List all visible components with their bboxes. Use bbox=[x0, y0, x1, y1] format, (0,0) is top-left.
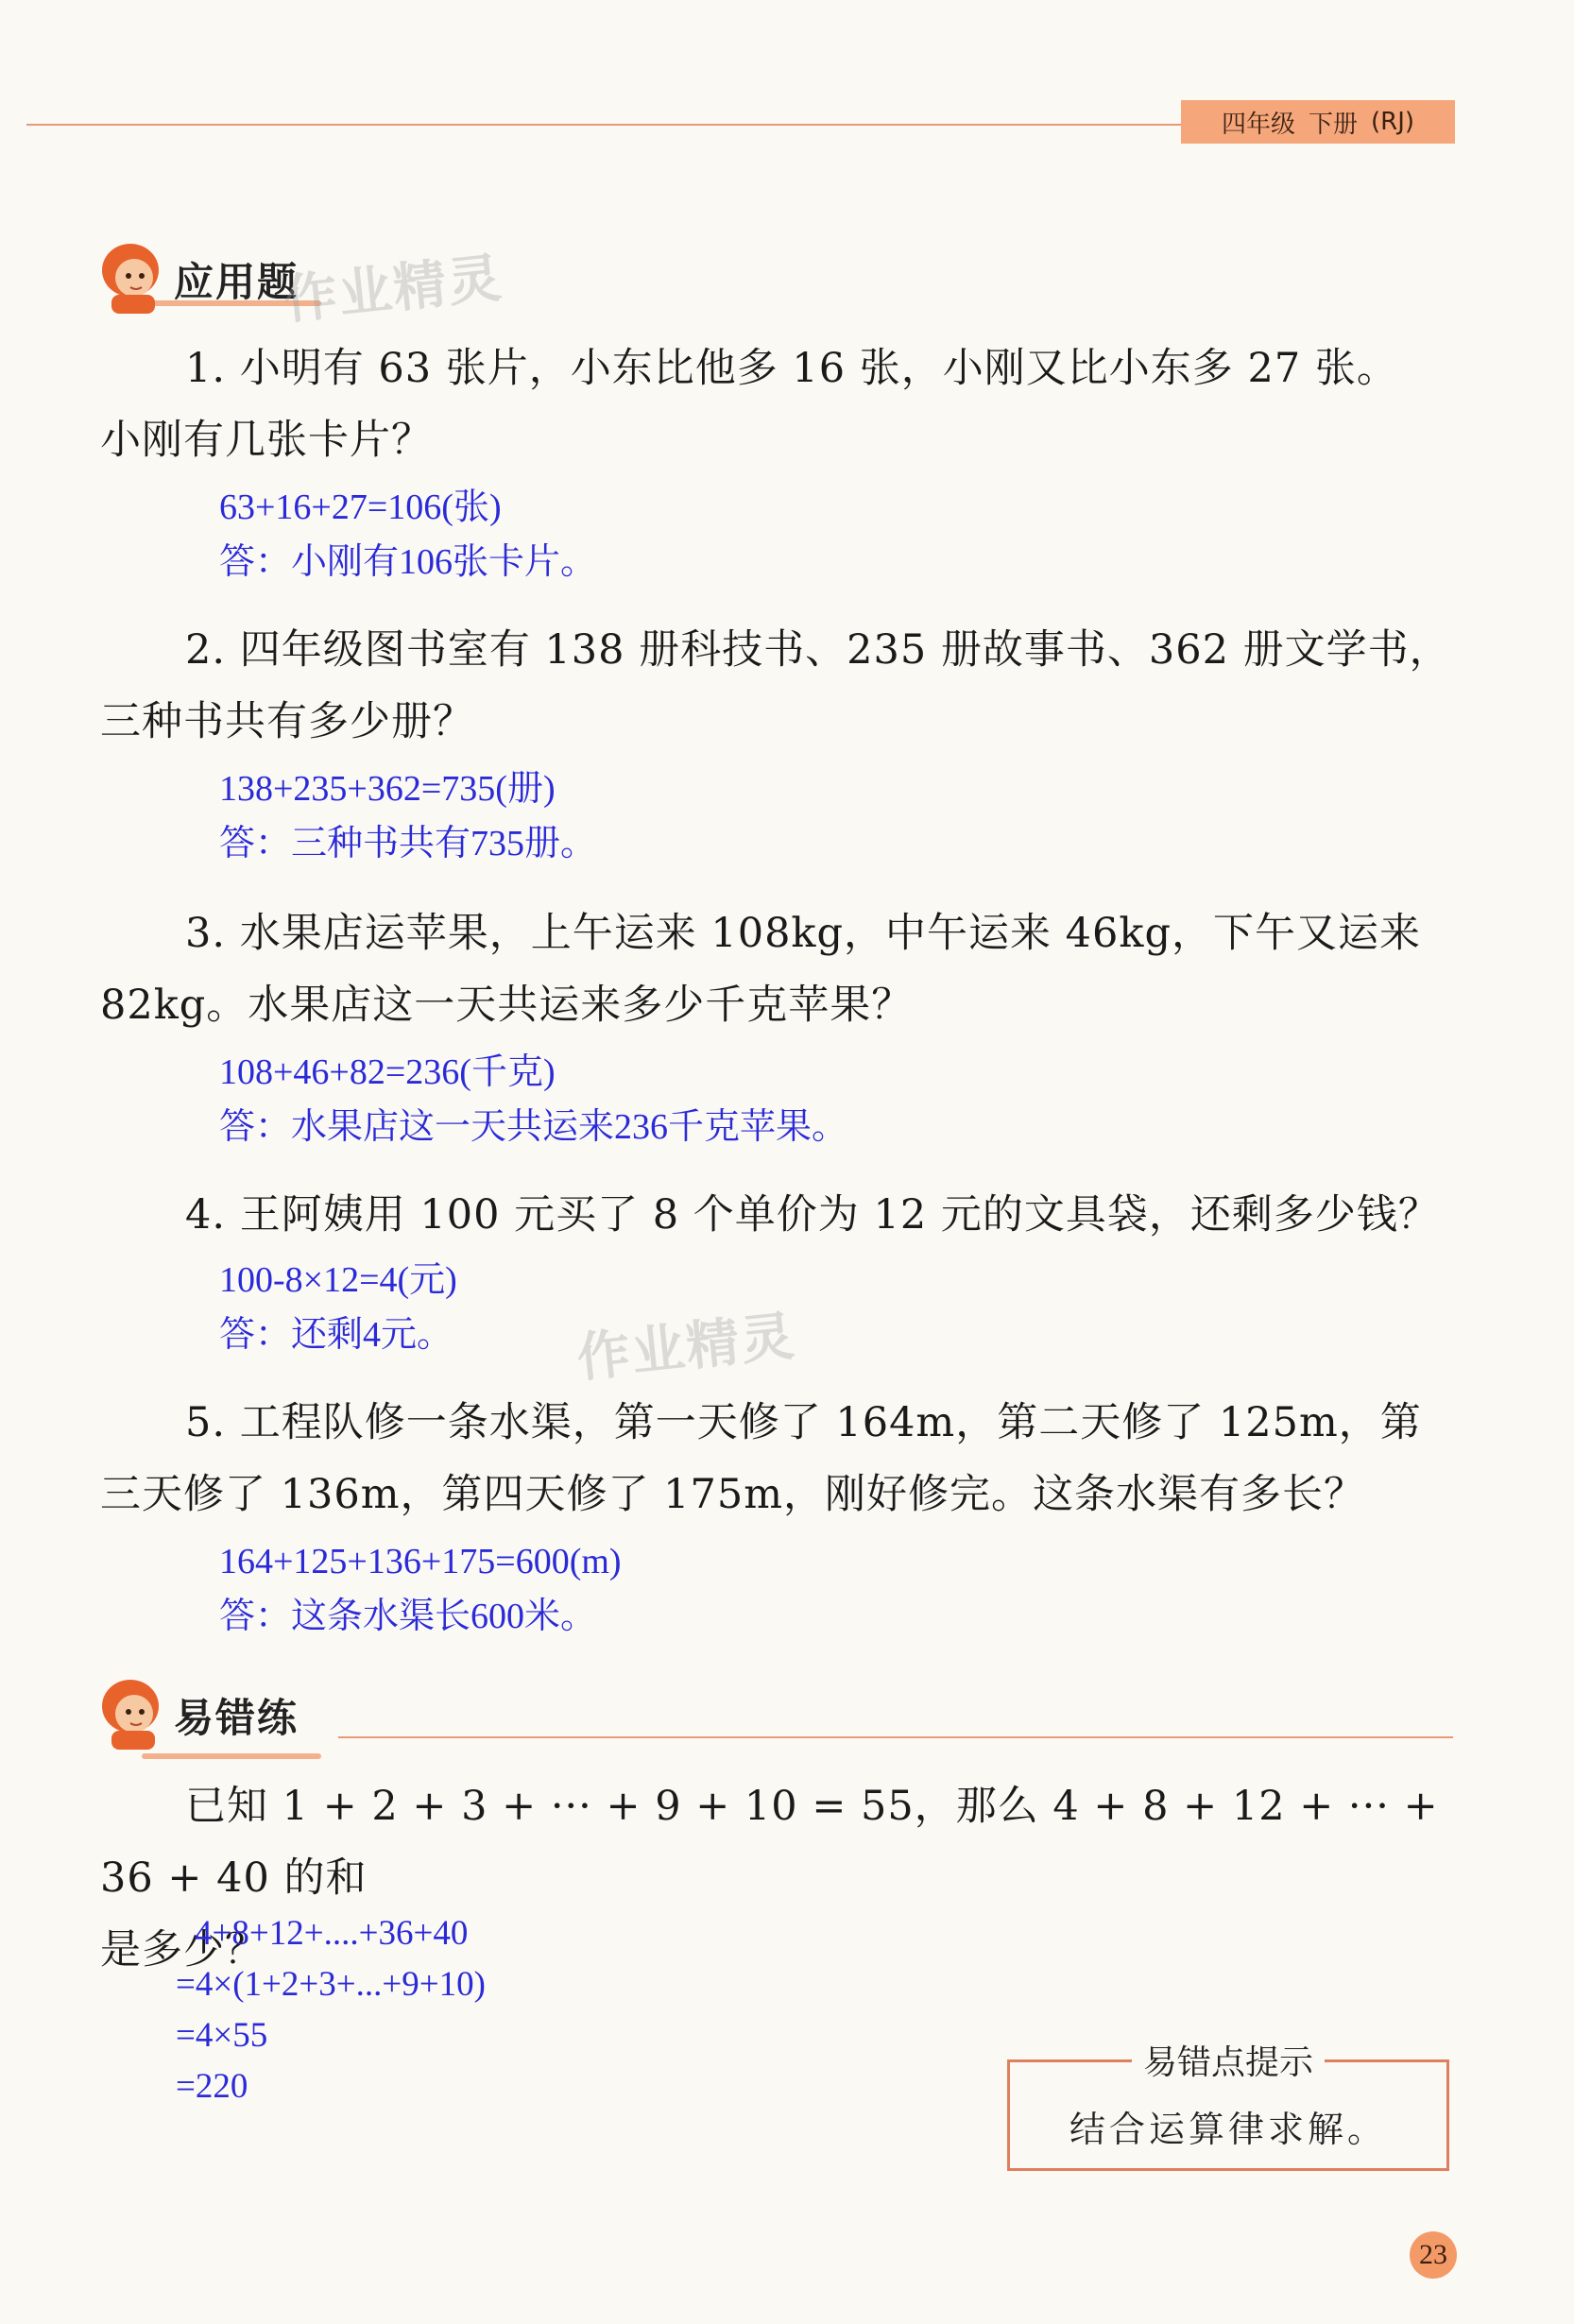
answer-line: 答：这条水渠长600米。 bbox=[219, 1597, 597, 1636]
solution-steps bbox=[176, 1908, 486, 2112]
section-title: 应用题 bbox=[174, 259, 299, 305]
tip-title: 易错点提示 bbox=[1132, 2036, 1325, 2084]
watermark: 作业精灵 bbox=[281, 248, 506, 332]
section-header-applied bbox=[94, 236, 299, 316]
answer-block-3 bbox=[219, 1045, 847, 1154]
header-rule bbox=[26, 124, 1181, 126]
header-edition: (RJ) bbox=[1371, 108, 1415, 136]
step-line: 4+8+12+....+36+40 bbox=[195, 1914, 469, 1953]
calc-line: 138+235+362=735(册) bbox=[219, 769, 556, 809]
question-text: 4. 王阿姨用 100 元买了 8 个单价为 12 元的文具袋，还剩多少钱？ bbox=[185, 1191, 1440, 1239]
step-line: =220 bbox=[176, 2067, 248, 2106]
calc-line: 100-8×12=4(元) bbox=[219, 1260, 457, 1300]
question-text: 5. 工程队修一条水渠，第一天修了 164m，第二天修了 125m，第 bbox=[185, 1399, 1422, 1446]
kid-mascot-icon bbox=[94, 236, 168, 316]
answer-line: 答：还剩4元。 bbox=[219, 1315, 453, 1355]
question-text: 三种书共有多少册？ bbox=[100, 698, 474, 745]
question-3 bbox=[100, 897, 1455, 1041]
section-underline bbox=[142, 1753, 321, 1759]
calc-line: 164+125+136+175=600(m) bbox=[219, 1542, 622, 1581]
question-2 bbox=[100, 614, 1455, 758]
question-text: 三天修了 136m，第四天修了 175m，刚好修完。这条水渠有多长？ bbox=[100, 1471, 1366, 1518]
header-label bbox=[1181, 100, 1455, 144]
question-text: 是多少？ bbox=[100, 1926, 266, 1974]
header-grade: 四年级 bbox=[1221, 110, 1295, 139]
question-text: 3. 水果店运苹果，上午运来 108kg，中午运来 46kg，下午又运来 bbox=[185, 910, 1421, 957]
page-number: 23 bbox=[1410, 2231, 1457, 2279]
section-rule bbox=[338, 1736, 1453, 1738]
kid-mascot-icon bbox=[94, 1672, 168, 1752]
header-volume: 下册 bbox=[1308, 110, 1358, 139]
answer-block-4 bbox=[219, 1253, 457, 1362]
answer-line: 答：三种书共有735册。 bbox=[219, 824, 597, 863]
step-line: =4×(1+2+3+...+9+10) bbox=[176, 1965, 486, 2004]
question-5 bbox=[100, 1387, 1455, 1530]
question-4 bbox=[100, 1179, 1455, 1251]
answer-block-5 bbox=[219, 1534, 622, 1644]
answer-line: 答：小刚有106张卡片。 bbox=[219, 542, 597, 582]
question-text: 小刚有几张卡片？ bbox=[100, 417, 433, 464]
tip-box bbox=[1007, 2043, 1449, 2171]
section-title: 易错练 bbox=[174, 1695, 299, 1741]
tip-body: 结合运算律求解。 bbox=[1069, 2109, 1387, 2150]
section-header-mistakes bbox=[94, 1672, 299, 1752]
answer-line: 答：水果店这一天共运来236千克苹果。 bbox=[219, 1107, 848, 1147]
question-text: 已知 1 + 2 + 3 + ··· + 9 + 10 = 55，那么 4 + 8 + 12 + ··· + 36 + 40 的和 bbox=[100, 1783, 1439, 1902]
question-text: 82kg。水果店这一天共运来多少千克苹果？ bbox=[100, 982, 914, 1029]
question-1 bbox=[100, 333, 1455, 476]
calc-line: 63+16+27=106(张) bbox=[219, 487, 502, 527]
watermark: 作业精灵 bbox=[573, 1306, 799, 1390]
answer-block-1 bbox=[219, 480, 596, 590]
question-text: 2. 四年级图书室有 138 册科技书、235 册故事书、362 册文学书， bbox=[185, 626, 1451, 674]
step-line: =4×55 bbox=[176, 2016, 268, 2055]
calc-line: 108+46+82=236(千克) bbox=[219, 1052, 556, 1092]
answer-block-2 bbox=[219, 761, 596, 871]
question-text: 1. 小明有 63 张片，小东比他多 16 张，小刚又比小东多 27 张。 bbox=[185, 345, 1398, 392]
